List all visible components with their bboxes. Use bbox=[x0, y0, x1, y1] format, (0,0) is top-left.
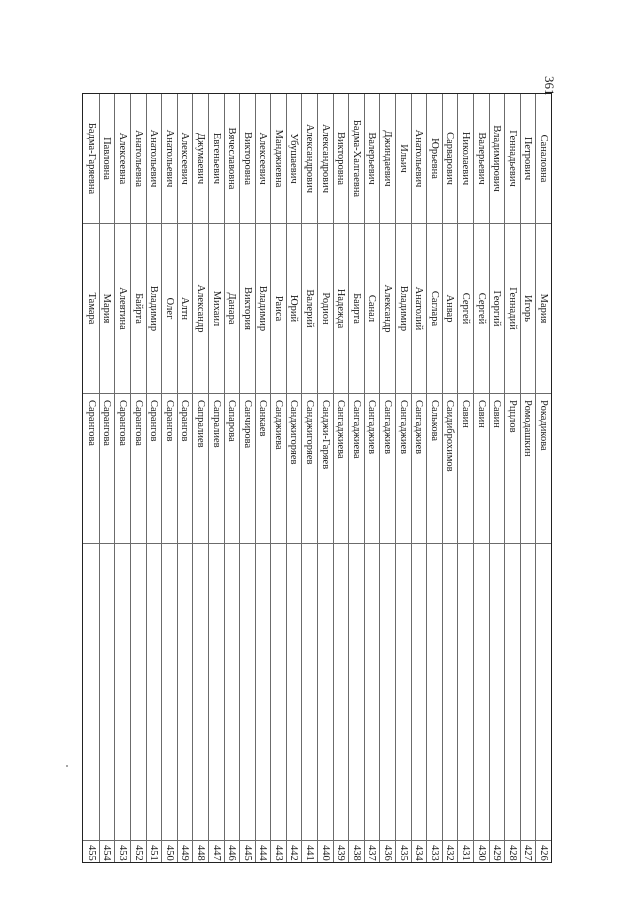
patronymic-cell: Сарварович bbox=[443, 94, 458, 224]
table-row bbox=[192, 94, 208, 862]
table-row bbox=[83, 94, 99, 862]
patronymic-cell: Юрьевна bbox=[427, 94, 442, 224]
table-row bbox=[411, 94, 427, 862]
first-name-cell: Баирта bbox=[349, 224, 364, 394]
surname-cell: Сарангов bbox=[178, 394, 193, 544]
blank-cell bbox=[458, 544, 473, 841]
table-row bbox=[348, 94, 364, 862]
first-name-cell: Анвар bbox=[443, 224, 458, 394]
blank-cell bbox=[380, 544, 395, 841]
surname-cell: Санджиева bbox=[271, 394, 286, 544]
patronymic-cell: Евгеньевич bbox=[209, 94, 224, 224]
blank-cell bbox=[349, 544, 364, 841]
surname-cell: Сапарова bbox=[225, 394, 240, 544]
blank-cell bbox=[256, 544, 271, 841]
patronymic-cell: Петрович bbox=[521, 94, 536, 224]
table-row bbox=[161, 94, 177, 862]
patronymic-cell: Викторовна bbox=[334, 94, 349, 224]
patronymic-cell: Валерьевич bbox=[474, 94, 489, 224]
row-number-cell: 442 bbox=[288, 845, 300, 861]
surname-cell: Санчирова bbox=[240, 394, 255, 544]
row-number-cell: 426 bbox=[538, 845, 549, 861]
table-row bbox=[426, 94, 442, 862]
surname-cell: Сангаджиева bbox=[349, 394, 364, 544]
surname-cell: Салькова bbox=[427, 394, 442, 544]
table-row bbox=[364, 94, 380, 862]
patronymic-cell: Анатольевич bbox=[162, 94, 177, 224]
blank-cell bbox=[318, 544, 333, 841]
first-name-cell: Данара bbox=[225, 224, 240, 394]
surname-cell: Сапралиев bbox=[209, 394, 224, 544]
blank-cell bbox=[193, 544, 208, 841]
row-number-cell: 441 bbox=[304, 845, 316, 861]
blank-cell bbox=[287, 544, 302, 841]
patronymic-cell: Алексеевна bbox=[115, 94, 130, 224]
surname-cell: Сарангова bbox=[115, 394, 130, 544]
page-number: 361 bbox=[542, 76, 557, 96]
table-row bbox=[99, 94, 115, 862]
surname-cell: Сарангов bbox=[162, 394, 177, 544]
row-number-cell: 433 bbox=[428, 845, 440, 861]
surname-cell: Савин bbox=[458, 394, 473, 544]
first-name-cell: Анатолий bbox=[412, 224, 427, 394]
surname-cell: Саидиброхимов bbox=[443, 394, 458, 544]
surname-cell: Санджигоряев bbox=[287, 394, 302, 544]
surname-cell: Рокадикова bbox=[536, 394, 551, 544]
first-name-cell: Александр bbox=[380, 224, 395, 394]
patronymic-cell: Александрович bbox=[303, 94, 318, 224]
row-number-cell: 432 bbox=[444, 845, 456, 861]
surname-cell: Рццлов bbox=[505, 394, 520, 544]
names-table bbox=[82, 93, 552, 863]
surname-cell: Сарангова bbox=[83, 394, 99, 544]
patronymic-cell: Геннадьевич bbox=[505, 94, 520, 224]
blank-cell bbox=[334, 544, 349, 841]
blank-cell bbox=[115, 544, 130, 841]
surname-cell: Санджи-Гаряев bbox=[318, 394, 333, 544]
row-number-cell: 430 bbox=[475, 845, 487, 861]
blank-cell bbox=[365, 544, 380, 841]
surname-cell: Сангаджиев bbox=[380, 394, 395, 544]
table-row bbox=[286, 94, 302, 862]
row-number-cell: 447 bbox=[210, 845, 222, 861]
blank-cell bbox=[162, 544, 177, 841]
row-number-cell: 449 bbox=[179, 845, 191, 861]
blank-cell bbox=[505, 544, 520, 841]
blank-cell bbox=[521, 544, 536, 841]
blank-cell bbox=[100, 544, 115, 841]
row-number-cell: 427 bbox=[522, 845, 534, 861]
first-name-cell: Юрий bbox=[287, 224, 302, 394]
table-row bbox=[489, 94, 505, 862]
row-number-cell: 440 bbox=[319, 845, 331, 861]
blank-cell bbox=[412, 544, 427, 841]
patronymic-cell: Валерьевич bbox=[365, 94, 380, 224]
blank-cell bbox=[147, 544, 162, 841]
first-name-cell: Владимир bbox=[256, 224, 271, 394]
first-name-cell: Алевтина bbox=[115, 224, 130, 394]
surname-cell: Сапралиев bbox=[193, 394, 208, 544]
table-row bbox=[208, 94, 224, 862]
scan-speck bbox=[66, 765, 68, 767]
table-row bbox=[333, 94, 349, 862]
patronymic-cell: Саналовна bbox=[536, 94, 551, 224]
row-number-cell: 450 bbox=[163, 845, 175, 861]
surname-cell: Санджигоряев bbox=[303, 394, 318, 544]
blank-cell bbox=[83, 544, 99, 841]
surname-cell: Ромодашкин bbox=[521, 394, 536, 544]
table-row bbox=[270, 94, 286, 862]
first-name-cell: Сергей bbox=[474, 224, 489, 394]
row-number-cell: 451 bbox=[148, 845, 160, 861]
row-number-cell: 448 bbox=[194, 845, 206, 861]
row-number-cell: 452 bbox=[132, 845, 144, 861]
table-row bbox=[177, 94, 193, 862]
first-name-cell: Александр bbox=[193, 224, 208, 394]
row-number-cell: 434 bbox=[413, 845, 425, 861]
table-row bbox=[302, 94, 318, 862]
first-name-cell: Надежда bbox=[334, 224, 349, 394]
row-number-cell: 431 bbox=[460, 845, 472, 861]
row-number-cell: 435 bbox=[397, 845, 409, 861]
table-row bbox=[520, 94, 536, 862]
row-number-cell: 437 bbox=[366, 845, 378, 861]
row-number-cell: 445 bbox=[241, 845, 253, 861]
table-row bbox=[457, 94, 473, 862]
patronymic-cell: Бадма-Халгаевна bbox=[349, 94, 364, 224]
first-name-cell: Олег bbox=[162, 224, 177, 394]
blank-cell bbox=[225, 544, 240, 841]
first-name-cell: Валерий bbox=[303, 224, 318, 394]
row-number-cell: 428 bbox=[506, 845, 518, 861]
first-name-cell: Георгий bbox=[490, 224, 505, 394]
table-row bbox=[114, 94, 130, 862]
first-name-cell: Виктория bbox=[240, 224, 255, 394]
first-name-cell: Байрта bbox=[131, 224, 146, 394]
table-row bbox=[473, 94, 489, 862]
first-name-cell: Владимир bbox=[396, 224, 411, 394]
first-name-cell: Родион bbox=[318, 224, 333, 394]
first-name-cell: Владимир bbox=[147, 224, 162, 394]
row-number-cell: 454 bbox=[101, 845, 113, 861]
table-row bbox=[395, 94, 411, 862]
surname-cell: Сангаджиев bbox=[396, 394, 411, 544]
patronymic-cell: Алексеевич bbox=[178, 94, 193, 224]
patronymic-cell: Викторовна bbox=[240, 94, 255, 224]
patronymic-cell: Вячеславовна bbox=[225, 94, 240, 224]
row-number-cell: 453 bbox=[116, 845, 128, 861]
patronymic-cell: Анатольевич bbox=[412, 94, 427, 224]
surname-cell: Савин bbox=[474, 394, 489, 544]
table-row bbox=[146, 94, 162, 862]
blank-cell bbox=[443, 544, 458, 841]
patronymic-cell: Джумаевич bbox=[193, 94, 208, 224]
surname-cell: Сарангова bbox=[131, 394, 146, 544]
patronymic-cell: Ильич bbox=[396, 94, 411, 224]
row-number-cell: 429 bbox=[491, 845, 503, 861]
patronymic-cell: Павловна bbox=[100, 94, 115, 224]
blank-cell bbox=[271, 544, 286, 841]
surname-cell: Сангаджиев bbox=[412, 394, 427, 544]
row-number-cell: 443 bbox=[272, 845, 284, 861]
table-row bbox=[442, 94, 458, 862]
table-row bbox=[239, 94, 255, 862]
table-row bbox=[317, 94, 333, 862]
row-number-cell: 439 bbox=[335, 845, 347, 861]
first-name-cell: Алтн bbox=[178, 224, 193, 394]
blank-cell bbox=[536, 544, 551, 841]
surname-cell: Савин bbox=[490, 394, 505, 544]
first-name-cell: Игорь bbox=[521, 224, 536, 394]
patronymic-cell: Владимирович bbox=[490, 94, 505, 224]
table-row bbox=[224, 94, 240, 862]
first-name-cell: Раиса bbox=[271, 224, 286, 394]
blank-cell bbox=[396, 544, 411, 841]
first-name-cell: Михаил bbox=[209, 224, 224, 394]
blank-cell bbox=[303, 544, 318, 841]
first-name-cell: Мария bbox=[536, 224, 551, 394]
blank-cell bbox=[427, 544, 442, 841]
row-number-cell: 438 bbox=[350, 845, 362, 861]
patronymic-cell: Джиндаевич bbox=[380, 94, 395, 224]
blank-cell bbox=[240, 544, 255, 841]
row-number-cell: 455 bbox=[85, 845, 97, 861]
table-row bbox=[535, 94, 551, 862]
row-number-cell: 444 bbox=[257, 845, 269, 861]
blank-cell bbox=[131, 544, 146, 841]
surname-cell: Санкаев bbox=[256, 394, 271, 544]
first-name-cell: Санал bbox=[365, 224, 380, 394]
row-number-cell: 436 bbox=[382, 845, 394, 861]
patronymic-cell: Алексеевич bbox=[256, 94, 271, 224]
table-row bbox=[130, 94, 146, 862]
patronymic-cell: Александрович bbox=[318, 94, 333, 224]
surname-cell: Сарангова bbox=[100, 394, 115, 544]
blank-cell bbox=[178, 544, 193, 841]
surname-cell: Сангаджиева bbox=[334, 394, 349, 544]
patronymic-cell: Анатольевна bbox=[131, 94, 146, 224]
first-name-cell: Сергей bbox=[458, 224, 473, 394]
first-name-cell: Саглара bbox=[427, 224, 442, 394]
table-row bbox=[504, 94, 520, 862]
first-name-cell: Тамара bbox=[83, 224, 99, 394]
row-number-cell: 446 bbox=[226, 845, 238, 861]
surname-cell: Сангаджиев bbox=[365, 394, 380, 544]
surname-cell: Сарангов bbox=[147, 394, 162, 544]
blank-cell bbox=[490, 544, 505, 841]
patronymic-cell: Убушаевич bbox=[287, 94, 302, 224]
patronymic-cell: Николаевич bbox=[458, 94, 473, 224]
first-name-cell: Мария bbox=[100, 224, 115, 394]
table-row bbox=[255, 94, 271, 862]
patronymic-cell: Анатольевич bbox=[147, 94, 162, 224]
blank-cell bbox=[474, 544, 489, 841]
patronymic-cell: Манджиевна bbox=[271, 94, 286, 224]
first-name-cell: Геннадий bbox=[505, 224, 520, 394]
patronymic-cell: Бадма-Гаряевна bbox=[83, 94, 99, 224]
table-row bbox=[379, 94, 395, 862]
blank-cell bbox=[209, 544, 224, 841]
